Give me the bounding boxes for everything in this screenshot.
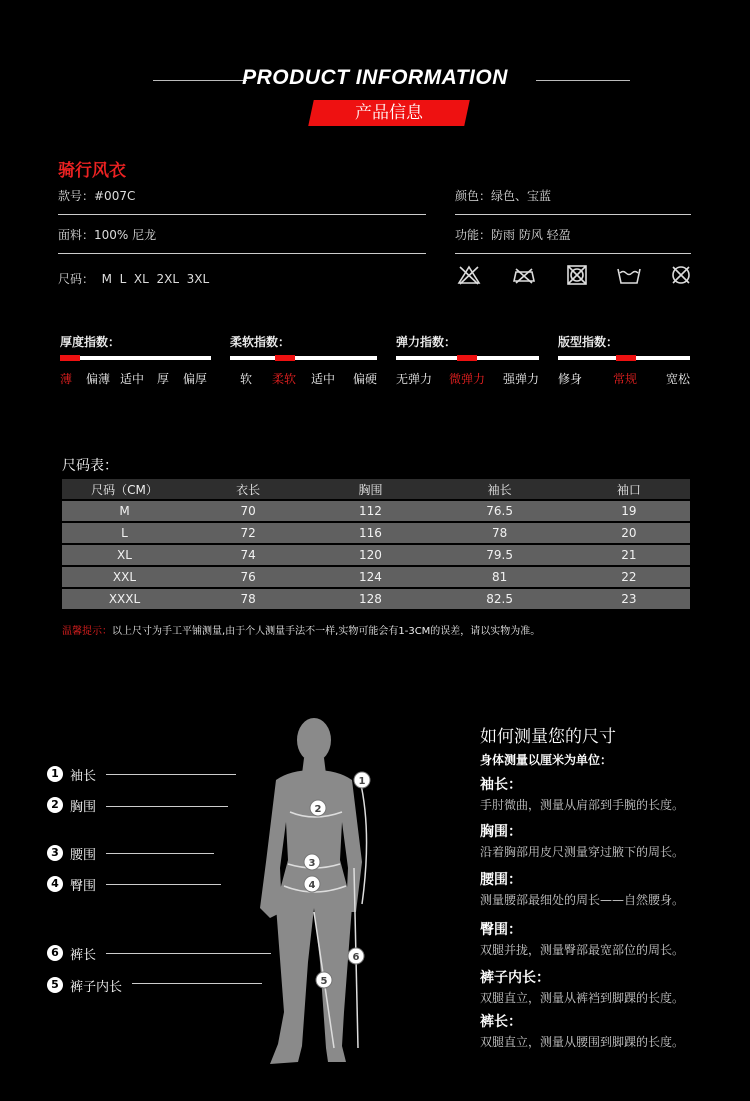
svg-text:5: 5	[320, 976, 328, 987]
divider	[58, 214, 426, 215]
table-cell: 20	[568, 523, 690, 543]
svg-text:6: 6	[352, 952, 360, 963]
thickness-index-bar	[60, 356, 211, 360]
product-name: 骑行风衣	[58, 161, 126, 181]
table-row	[62, 545, 690, 565]
elasticity-index-title: 弹力指数：	[396, 335, 457, 349]
label-waist: 腰围	[70, 848, 97, 863]
hand-wash-icon	[617, 264, 641, 286]
svg-text:2: 2	[314, 804, 322, 815]
style-number: 款号：#007C	[58, 189, 136, 203]
table-header: 袖长	[432, 479, 568, 499]
badge-3: 3	[47, 845, 63, 861]
table-cell: 79.5	[432, 545, 568, 565]
guide-item-title: 裤长：	[480, 1014, 522, 1030]
label-inseam: 裤子内长	[70, 980, 123, 995]
function-info: 功能：防雨 防风 轻盈	[455, 228, 571, 242]
table-cell: 72	[187, 523, 309, 543]
leader-line	[106, 806, 228, 807]
note-text: 以上尺寸为手工平铺测量,由于个人测量手法不一样,实物可能会有1-3CM的误差，请以实物为准。	[112, 626, 541, 637]
fit-level: 修身	[558, 372, 583, 386]
softness-level: 适中	[311, 372, 336, 386]
softness-level: 柔软	[272, 372, 297, 386]
table-cell: 124	[309, 567, 431, 587]
svg-text:4: 4	[308, 880, 316, 891]
badge-1: 1	[47, 766, 63, 782]
title-cn-banner	[308, 100, 470, 126]
leader-line	[106, 953, 271, 954]
table-cell: 78	[187, 589, 309, 609]
size-table-title: 尺码表：	[62, 458, 118, 474]
table-header: 袖口	[568, 479, 690, 499]
table-header: 衣长	[187, 479, 309, 499]
fit-index-bar	[558, 356, 690, 360]
note-label: 温馨提示：	[62, 626, 112, 637]
fit-level: 宽松	[666, 372, 691, 386]
table-row	[62, 567, 690, 587]
table-cell: 76	[187, 567, 309, 587]
guide-item-desc: 双腿并拢，测量臀部最宽部位的周长。	[480, 943, 685, 957]
guide-item-title: 腰围：	[480, 872, 522, 888]
no-dry-clean-icon	[669, 264, 693, 286]
thickness-marker	[60, 355, 80, 361]
label-sleeve: 袖长	[70, 769, 97, 784]
material-info: 面料：100% 尼龙	[58, 228, 157, 242]
table-row	[62, 501, 690, 521]
table-cell: XXL	[62, 567, 187, 587]
softness-marker	[275, 355, 295, 361]
table-cell: 70	[187, 501, 309, 521]
elasticity-level: 无弹力	[396, 372, 433, 386]
thickness-level: 薄	[60, 372, 73, 386]
leader-line	[132, 983, 262, 984]
guide-item-desc: 测量腰部最细处的周长——自然腰身。	[480, 893, 685, 907]
leader-line	[106, 853, 214, 854]
guide-title: 如何测量您的尺寸	[480, 727, 616, 747]
badge-6: 6	[47, 945, 63, 961]
badge-5: 5	[47, 977, 63, 993]
leader-line	[106, 884, 221, 885]
guide-item-title: 袖长：	[480, 777, 522, 793]
guide-item-desc: 双腿直立，测量从裤裆到脚踝的长度。	[480, 991, 685, 1005]
table-cell: 128	[309, 589, 431, 609]
fit-level: 常规	[613, 372, 638, 386]
elasticity-index-bar	[396, 356, 539, 360]
table-row	[62, 589, 690, 609]
table-cell: 21	[568, 545, 690, 565]
label-chest: 胸围	[70, 800, 97, 815]
leader-line	[106, 774, 236, 775]
table-cell: 22	[568, 567, 690, 587]
svg-text:3: 3	[308, 858, 316, 869]
softness-level: 偏硬	[353, 372, 378, 386]
guide-item-desc: 双腿直立，测量从腰围到脚踝的长度。	[480, 1035, 685, 1049]
table-header: 尺码（CM）	[62, 479, 187, 499]
thickness-level: 适中	[120, 372, 145, 386]
table-cell: 82.5	[432, 589, 568, 609]
table-row	[62, 523, 690, 543]
table-cell: 81	[432, 567, 568, 587]
elasticity-level: 微弹力	[449, 372, 486, 386]
thickness-level: 厚	[157, 372, 170, 386]
table-cell: 76.5	[432, 501, 568, 521]
table-cell: M	[62, 501, 187, 521]
body-figure-illustration	[250, 712, 380, 1072]
badge-4: 4	[47, 876, 63, 892]
table-header-row	[62, 479, 690, 499]
no-bleach-icon	[457, 264, 481, 286]
table-cell: 23	[568, 589, 690, 609]
softness-level: 软	[240, 372, 253, 386]
elasticity-marker	[457, 355, 477, 361]
no-iron-icon	[512, 264, 536, 286]
table-cell: XXXL	[62, 589, 187, 609]
thickness-level: 偏薄	[86, 372, 111, 386]
table-cell: 19	[568, 501, 690, 521]
title-cn: 产品信息	[355, 103, 423, 123]
guide-subtitle: 身体测量以厘米为单位：	[480, 753, 613, 767]
thickness-index-title: 厚度指数：	[60, 335, 121, 349]
table-cell: 78	[432, 523, 568, 543]
no-tumble-dry-icon	[565, 264, 589, 286]
guide-item-title: 胸围：	[480, 824, 522, 840]
table-cell: 74	[187, 545, 309, 565]
fit-index-title: 版型指数：	[558, 335, 619, 349]
table-cell: 116	[309, 523, 431, 543]
svg-text:1: 1	[358, 776, 366, 787]
elasticity-level: 强弹力	[503, 372, 540, 386]
fit-marker	[616, 355, 636, 361]
color-info: 颜色：绿色、宝蓝	[455, 189, 552, 203]
table-cell: 112	[309, 501, 431, 521]
size-info: 尺码： M L XL 2XL 3XL	[58, 272, 210, 286]
divider	[58, 253, 426, 254]
softness-index-title: 柔软指数：	[230, 335, 291, 349]
guide-item-desc: 手肘微曲，测量从肩部到手腕的长度。	[480, 798, 685, 812]
size-note	[62, 622, 540, 637]
thickness-level: 偏厚	[183, 372, 208, 386]
softness-index-bar	[230, 356, 377, 360]
table-cell: L	[62, 523, 187, 543]
label-pants-length: 裤长	[70, 948, 97, 963]
label-hip: 臀围	[70, 879, 97, 894]
guide-item-desc: 沿着胸部用皮尺测量穿过腋下的周长。	[480, 845, 685, 859]
title-en: PRODUCT INFORMATION	[242, 66, 508, 89]
table-cell: 120	[309, 545, 431, 565]
divider	[455, 214, 691, 215]
guide-item-title: 臀围：	[480, 922, 522, 938]
table-header: 胸围	[309, 479, 431, 499]
guide-item-title: 裤子内长：	[480, 970, 550, 986]
divider	[455, 253, 691, 254]
table-cell: XL	[62, 545, 187, 565]
badge-2: 2	[47, 797, 63, 813]
size-table	[62, 477, 690, 611]
